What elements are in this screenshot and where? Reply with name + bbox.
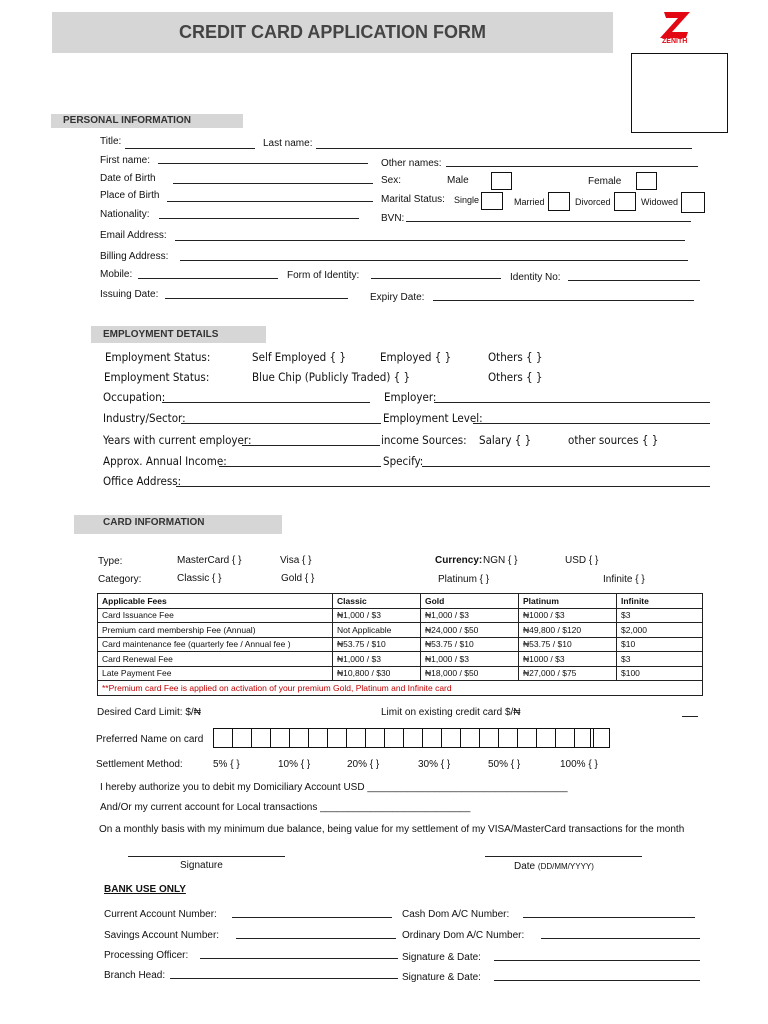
first-name-field[interactable]: [158, 163, 368, 164]
name-char-box[interactable]: [460, 728, 480, 748]
date-field[interactable]: [485, 856, 642, 857]
name-char-box[interactable]: [308, 728, 328, 748]
fee-cell: ₦49,800 / $120: [519, 623, 617, 638]
fee-cell: $3: [617, 608, 703, 623]
other-names-label: Other names:: [381, 158, 442, 169]
name-char-box[interactable]: [365, 728, 385, 748]
date-label: [514, 861, 594, 872]
male-checkbox[interactable]: [491, 172, 512, 190]
last-name-field[interactable]: [316, 148, 692, 149]
name-char-box[interactable]: [403, 728, 423, 748]
identity-no-label: Identity No:: [510, 272, 561, 283]
widowed-label: Widowed: [641, 197, 679, 207]
blue-chip-option[interactable]: Blue Chip (Publicly Traded) { }: [252, 370, 411, 384]
fee-cell: ₦53.75 / $10: [519, 637, 617, 652]
authorization-line-2: And/Or my current account for Local transactions ___________________________: [100, 802, 471, 813]
table-row: [98, 608, 703, 623]
preferred-name-label: Preferred Name on card: [96, 734, 204, 745]
fees-note-row: [98, 681, 703, 696]
years-with-employer-field[interactable]: [242, 445, 380, 446]
classic-option[interactable]: Classic { }: [177, 573, 222, 584]
name-char-box[interactable]: [384, 728, 404, 748]
fees-header-cell: Platinum: [519, 594, 617, 609]
fee-cell: ₦53.75 / $10: [333, 637, 421, 652]
form-of-identity-field[interactable]: [371, 278, 501, 279]
name-char-box[interactable]: [441, 728, 461, 748]
salary-option[interactable]: Salary { }: [479, 433, 532, 447]
married-label: Married: [514, 197, 545, 207]
divorced-checkbox[interactable]: [614, 192, 636, 211]
existing-limit-field[interactable]: [682, 716, 698, 717]
fee-cell: ₦1000 / $3: [519, 652, 617, 667]
divorced-label: Divorced: [575, 197, 611, 207]
dob-field[interactable]: [173, 183, 373, 184]
industry-sector-field[interactable]: [181, 423, 381, 424]
bank-use-only-title: BANK USE ONLY: [104, 884, 186, 895]
name-char-box[interactable]: [232, 728, 252, 748]
occupation-label: Occupation:: [103, 390, 166, 404]
title-label: Title:: [100, 136, 122, 147]
savings-account-field[interactable]: [236, 938, 396, 939]
others-option-1[interactable]: Others { }: [488, 350, 543, 364]
visa-option[interactable]: Visa { }: [280, 555, 312, 566]
name-char-box[interactable]: [270, 728, 290, 748]
fees-header-cell: Infinite: [617, 594, 703, 609]
fee-cell: ₦53.75 / $10: [421, 637, 519, 652]
name-char-box[interactable]: [498, 728, 518, 748]
settlement-option-50[interactable]: 50% { }: [488, 759, 521, 770]
logo-text: ZENITH: [662, 38, 688, 45]
female-checkbox[interactable]: [636, 172, 657, 190]
nationality-field[interactable]: [159, 218, 359, 219]
page-title: CREDIT CARD APPLICATION FORM: [179, 22, 486, 42]
others-option-2[interactable]: Others { }: [488, 370, 543, 384]
existing-limit-label: Limit on existing credit card $/₦: [381, 707, 521, 718]
date-label-text: Date: [514, 861, 536, 872]
income-sources-label: income Sources:: [381, 433, 467, 447]
name-char-box[interactable]: [517, 728, 537, 748]
annual-income-field[interactable]: [219, 466, 381, 467]
fee-cell: $3: [617, 652, 703, 667]
settlement-option-100[interactable]: 100% { }: [560, 759, 598, 770]
name-char-box[interactable]: [590, 728, 610, 748]
cash-dom-label: Cash Dom A/C Number:: [402, 909, 510, 920]
table-row: [98, 666, 703, 681]
signature-label: Signature: [180, 860, 223, 871]
marital-status-label: Marital Status:: [381, 194, 445, 205]
name-char-box[interactable]: [536, 728, 556, 748]
fee-cell: $100: [617, 666, 703, 681]
employer-field[interactable]: [434, 402, 710, 403]
bvn-label: BVN:: [381, 213, 405, 224]
usd-option[interactable]: USD { }: [565, 555, 599, 566]
fee-name-cell: Card Renewal Fee: [98, 652, 333, 667]
pob-field[interactable]: [167, 201, 373, 202]
fee-cell: ₦1,000 / $3: [421, 652, 519, 667]
settlement-method-label: Settlement Method:: [96, 759, 183, 770]
section-personal-information: PERSONAL INFORMATION: [51, 114, 243, 128]
name-char-box[interactable]: [479, 728, 499, 748]
name-char-box[interactable]: [555, 728, 575, 748]
first-name-label: First name:: [100, 155, 151, 166]
cash-dom-field[interactable]: [523, 917, 695, 918]
employment-level-label: Employment Level:: [383, 411, 483, 425]
self-employed-option[interactable]: Self Employed { }: [252, 350, 346, 364]
male-label: Male: [447, 175, 469, 186]
office-address-field[interactable]: [176, 486, 710, 487]
name-char-box[interactable]: [289, 728, 309, 748]
form-of-identity-label: Form of Identity:: [287, 270, 360, 281]
expiry-date-field[interactable]: [433, 300, 694, 301]
fee-cell: ₦1,000 / $3: [333, 652, 421, 667]
fee-cell: ₦10,800 / $30: [333, 666, 421, 681]
section-card-information: CARD INFORMATION: [74, 515, 282, 534]
fees-header-cell: Gold: [421, 594, 519, 609]
name-char-box[interactable]: [251, 728, 271, 748]
category-label: Category:: [98, 574, 142, 585]
name-char-box[interactable]: [327, 728, 347, 748]
settlement-option-10[interactable]: 10% { }: [278, 759, 311, 770]
signature-date-label-2: Signature & Date:: [402, 972, 481, 983]
fee-name-cell: Premium card membership Fee (Annual): [98, 623, 333, 638]
branch-head-label: Branch Head:: [104, 970, 166, 981]
mastercard-option[interactable]: MasterCard { }: [177, 555, 242, 566]
office-address-label: Office Address:: [103, 474, 182, 488]
section-employment-details: EMPLOYMENT DETAILS: [91, 326, 266, 343]
authorization-line-1: I hereby authorize you to debit my Domiciliary Account USD ____________________________________: [100, 782, 568, 793]
email-field[interactable]: [175, 240, 685, 241]
fee-cell: ₦1,000 / $3: [333, 608, 421, 623]
last-name-label: Last name:: [263, 138, 313, 149]
fee-cell: ₦24,000 / $50: [421, 623, 519, 638]
signature-date-field-2[interactable]: [494, 980, 700, 981]
issuing-date-field[interactable]: [165, 298, 348, 299]
specify-label: Specify:: [383, 454, 424, 468]
fee-cell: ₦1000 / $3: [519, 608, 617, 623]
pob-label: Place of Birth: [100, 190, 160, 201]
ngn-option[interactable]: NGN { }: [483, 555, 518, 566]
specify-field[interactable]: [422, 466, 710, 467]
annual-income-label: Approx. Annual Income:: [103, 454, 227, 468]
name-char-box[interactable]: [346, 728, 366, 748]
widowed-checkbox[interactable]: [681, 192, 705, 213]
currency-label: Currency:: [435, 555, 483, 566]
employer-label: Employer:: [384, 390, 437, 404]
fees-table: [97, 593, 703, 696]
premium-fee-note: **Premium card Fee is applied on activation of your premium Gold, Platinum and Infinite card: [98, 681, 703, 696]
fee-name-cell: Late Payment Fee: [98, 666, 333, 681]
sex-label: Sex:: [381, 175, 402, 186]
billing-address-label: Billing Address:: [100, 251, 169, 262]
fees-header-cell: Applicable Fees: [98, 594, 333, 609]
processing-officer-field[interactable]: [200, 958, 398, 959]
infinite-option[interactable]: Infinite { }: [603, 574, 645, 585]
email-label: Email Address:: [100, 230, 167, 241]
ordinary-dom-label: Ordinary Dom A/C Number:: [402, 930, 525, 941]
fee-cell: Not Applicable: [333, 623, 421, 638]
female-label: Female: [588, 176, 622, 187]
nationality-label: Nationality:: [100, 209, 150, 220]
fees-header-row: [98, 594, 703, 609]
other-names-field[interactable]: [446, 166, 698, 167]
fee-cell: ₦27,000 / $75: [519, 666, 617, 681]
occupation-field[interactable]: [162, 402, 370, 403]
fees-header-cell: Classic: [333, 594, 421, 609]
signature-date-label-1: Signature & Date:: [402, 952, 481, 963]
type-label: Type:: [98, 556, 123, 567]
employment-status-label-2: Employment Status:: [104, 370, 210, 384]
gold-option[interactable]: Gold { }: [281, 573, 315, 584]
bvn-field[interactable]: [406, 221, 691, 222]
years-with-employer-label: Years with current employer:: [103, 433, 252, 447]
authorization-line-3: On a monthly basis with my minimum due balance, being value for my settlement of my VISA/MasterCard transactions for the month: [99, 824, 685, 835]
industry-sector-label: Industry/Sector:: [103, 411, 186, 425]
passport-photo-box[interactable]: [631, 53, 728, 133]
other-sources-option[interactable]: other sources { }: [568, 433, 659, 447]
processing-officer-label: Processing Officer:: [104, 950, 189, 961]
identity-no-field[interactable]: [568, 280, 700, 281]
employed-option[interactable]: Employed { }: [380, 350, 452, 364]
fee-name-cell: Card maintenance fee (quarterly fee / Annual fee ): [98, 637, 333, 652]
zenith-logo: [652, 6, 700, 50]
signature-field[interactable]: [128, 856, 285, 857]
fee-cell: ₦1,000 / $3: [421, 608, 519, 623]
ordinary-dom-field[interactable]: [541, 938, 700, 939]
table-row: [98, 637, 703, 652]
name-char-box[interactable]: [213, 728, 233, 748]
employment-level-field[interactable]: [473, 423, 710, 424]
single-checkbox[interactable]: [481, 192, 503, 210]
current-account-field[interactable]: [232, 917, 392, 918]
fee-cell: $2,000: [617, 623, 703, 638]
settlement-option-20[interactable]: 20% { }: [347, 759, 380, 770]
table-row: [98, 652, 703, 667]
issuing-date-label: Issuing Date:: [100, 289, 159, 300]
settlement-option-5[interactable]: 5% { }: [213, 759, 240, 770]
savings-account-label: Savings Account Number:: [104, 930, 220, 941]
single-label: Single: [454, 195, 480, 205]
mobile-label: Mobile:: [100, 269, 133, 280]
branch-head-field[interactable]: [170, 978, 398, 979]
billing-address-field[interactable]: [180, 260, 688, 261]
title-field[interactable]: [125, 148, 255, 149]
current-account-label: Current Account Number:: [104, 909, 217, 920]
settlement-option-30[interactable]: 30% { }: [418, 759, 451, 770]
table-row: [98, 623, 703, 638]
mobile-field[interactable]: [138, 278, 278, 279]
fee-name-cell: Card Issuance Fee: [98, 608, 333, 623]
signature-date-field-1[interactable]: [494, 960, 700, 961]
fee-cell: ₦18,000 / $50: [421, 666, 519, 681]
fee-cell: $10: [617, 637, 703, 652]
employment-status-label-1: Employment Status:: [105, 350, 211, 364]
date-format: (DD/MM/YYYY): [537, 862, 594, 871]
dob-label: Date of Birth: [100, 173, 156, 184]
desired-limit-label: Desired Card Limit: $/₦: [97, 707, 201, 718]
expiry-date-label: Expiry Date:: [370, 292, 425, 303]
name-char-box[interactable]: [422, 728, 442, 748]
platinum-option[interactable]: Platinum { }: [438, 574, 490, 585]
married-checkbox[interactable]: [548, 192, 570, 211]
